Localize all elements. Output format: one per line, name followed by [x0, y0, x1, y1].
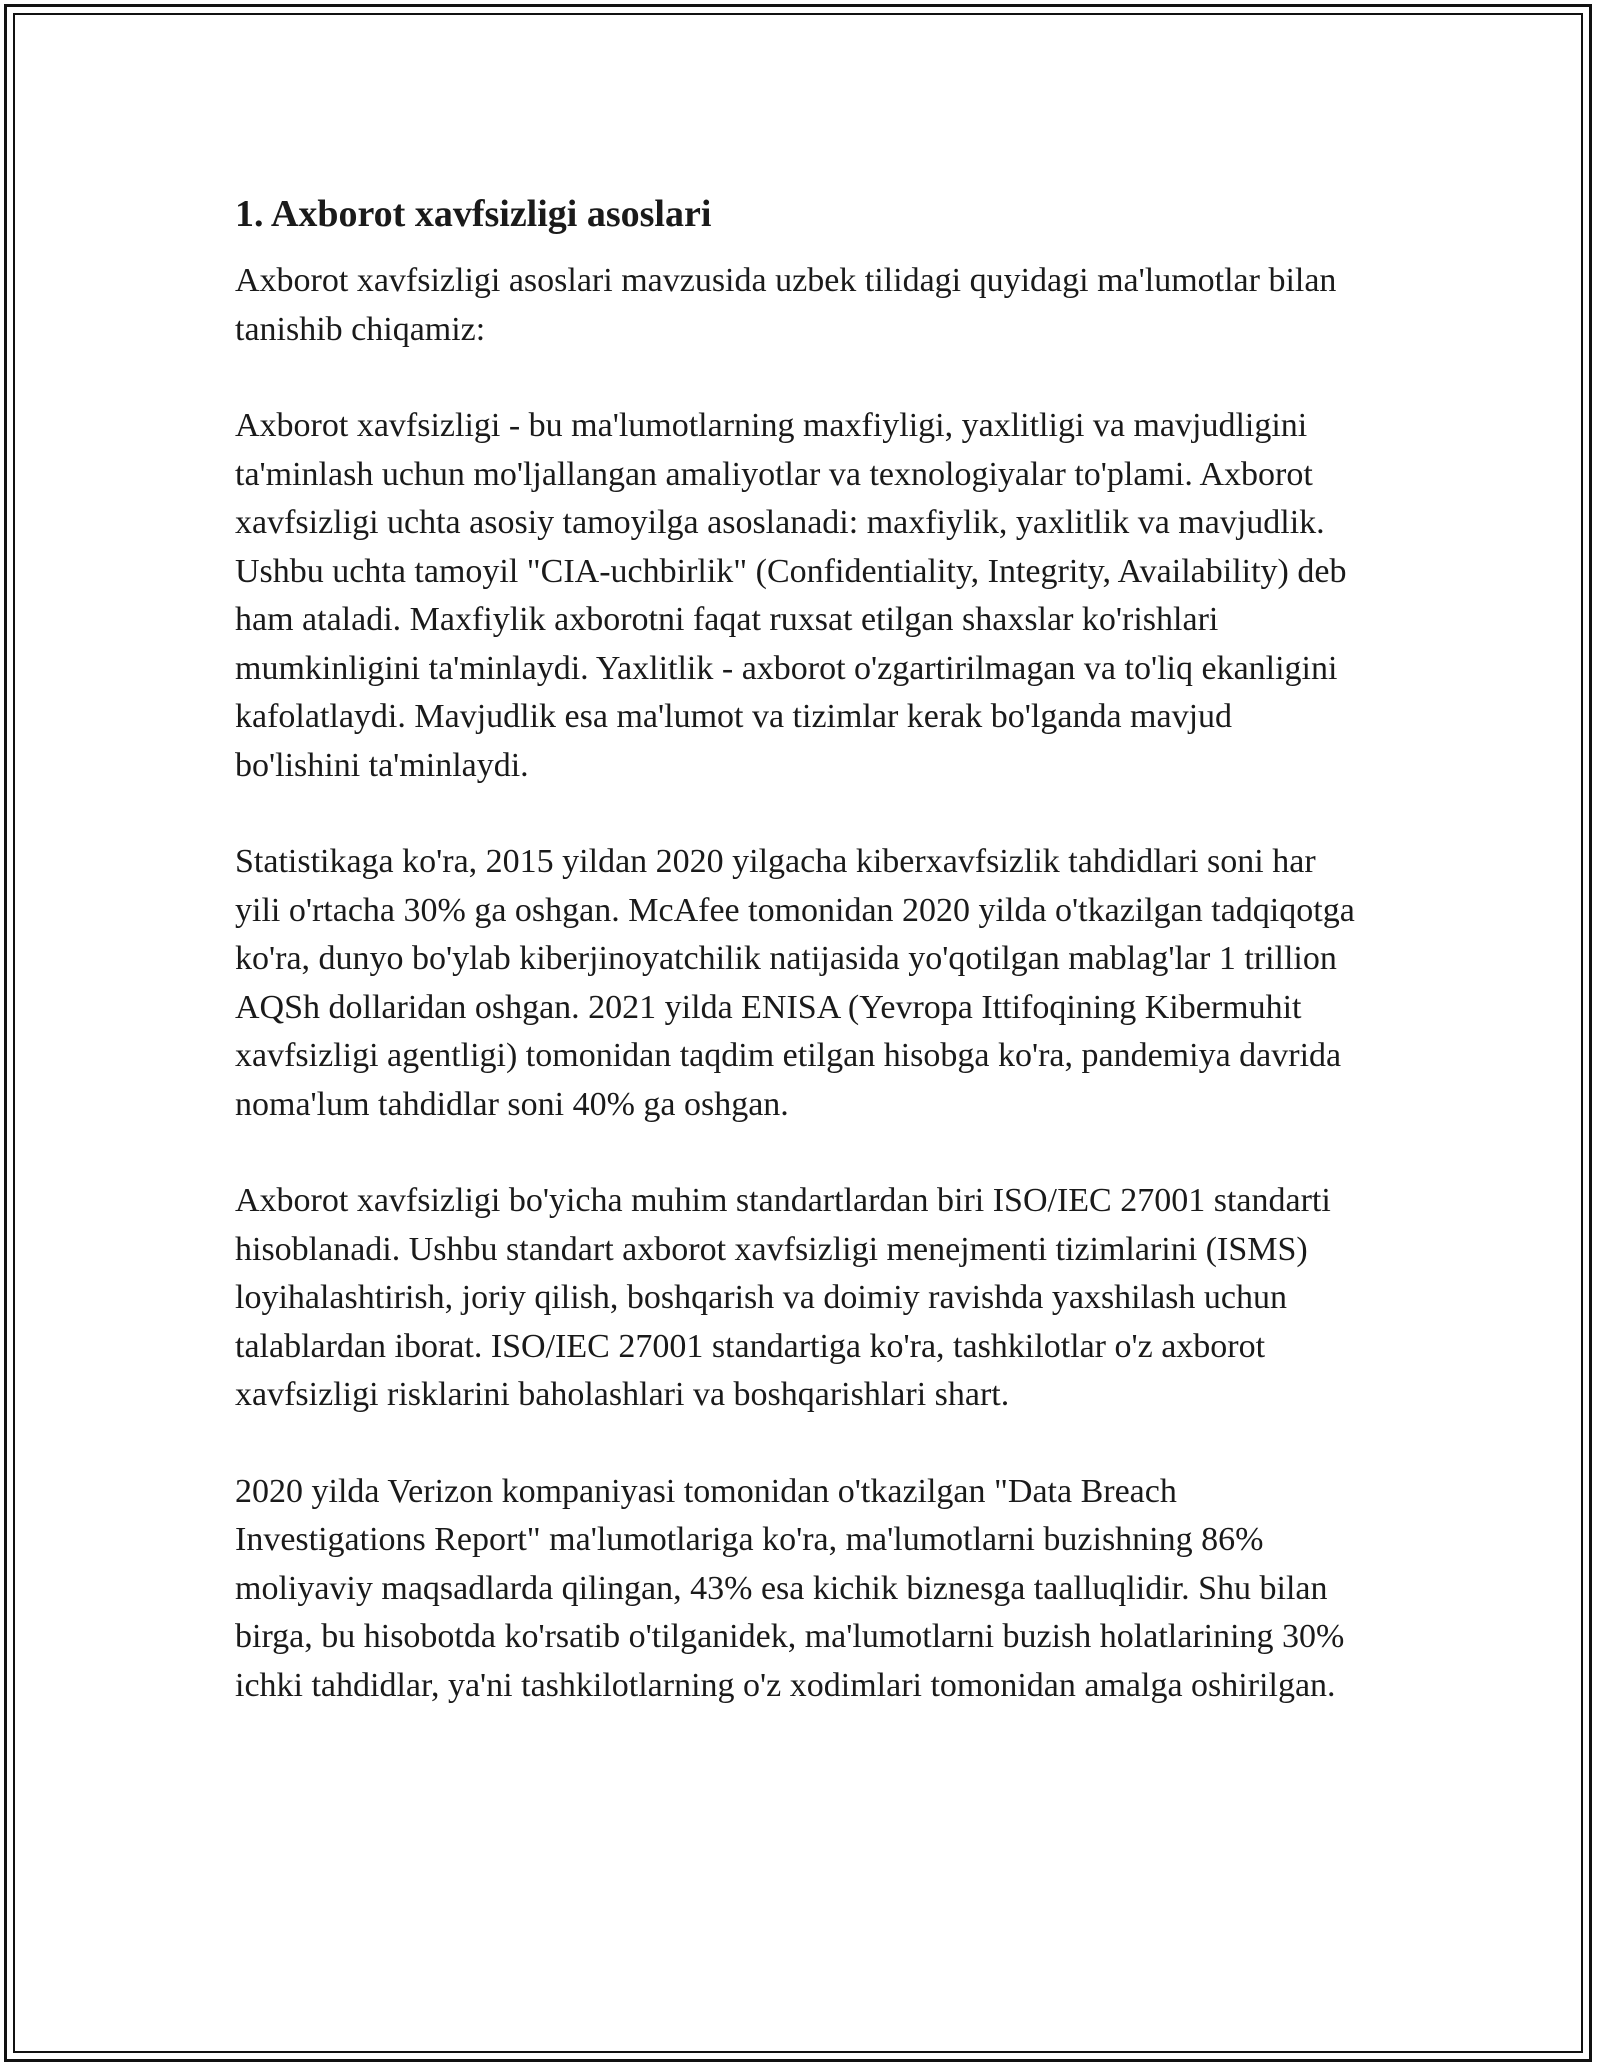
- page-title: 1. Axborot xavfsizligi asoslari: [235, 193, 712, 235]
- paragraph-verizon-report: 2020 yilda Verizon kompaniyasi tomonidan o'tkazilgan "Data Breach Investigations Report" ma'lumotlariga ko'ra, ma'lumotlarni buzishning 86% moliyaviy maqsadlarda qilingan, 43% esa kichik biznesga taalluqlidir. Shu bilan birga, bu hisobotda ko'rsatib o'tilganidek, ma'lumotlarni buzish holatlarining 30% ichki tahdidlar, ya'ni tashkilotlarning o'z xodimlari tomonidan amalga oshirilgan.: [235, 1472, 1345, 1704]
- paragraph-intro: Axborot xavfsizligi asoslari mavzusida uzbek tilidagi quyidagi ma'lumotlar bilan tanishib chiqamiz:: [235, 262, 1337, 348]
- paragraph-statistics: Statistikaga ko'ra, 2015 yildan 2020 yilgacha kiberxavfsizlik tahdidlari soni har yili o'rtacha 30% ga oshgan. McAfee tomonidan 2020 yilda o'tkazilgan tadqiqotga ko'ra, dunyo bo'ylab kiberjinoyatchilik natijasida yo'qotilgan mablag'lar 1 trillion AQSh dollaridan oshgan. 2021 yilda ENISA (Yevropa Ittifoqining Kibermuhit xavfsizligi agentligi) tomonidan taqdim etilgan hisobga ko'ra, pandemiya davrida noma'lum tahdidlar soni 40% ga oshgan.: [235, 843, 1355, 1123]
- paragraph-iso-standard: Axborot xavfsizligi bo'yicha muhim standartlardan biri ISO/IEC 27001 standarti hisoblanadi. Ushbu standart axborot xavfsizligi menejmenti tizimlarini (ISMS) loyihalashtirish, joriy qilish, boshqarish va doimiy ravishda yaxshilash uchun talablardan iborat. ISO/IEC 27001 standartiga ko'ra, tashkilotlar o'z axborot xavfsizligi risklarini baholashlari va boshqarishlari shart.: [235, 1182, 1331, 1413]
- paragraph-definition: Axborot xavfsizligi - bu ma'lumotlarning maxfiyligi, yaxlitligi va mavjudligini ta'minlash uchun mo'ljallangan amaliyotlar va texnologiyalar to'plami. Axborot xavfsizligi uchta asosiy tamoyilga asoslanadi: maxfiylik, yaxlitlik va mavjudlik. Ushbu uchta tamoyil "CIA-uchbirlik" (Confidentiality, Integrity, Availability) deb ham ataladi. Maxfiylik axborotni faqat ruxsat etilgan shaxslar ko'rishlari mumkinligini ta'minlaydi. Yaxlitlik - axborot o'zgartirilmagan va to'liq ekanligini kafolatlaydi. Mavjudlik esa ma'lumot va tizimlar kerak bo'lganda mavjud bo'lishini ta'minlaydi.: [235, 407, 1347, 784]
- document-body: [235, 185, 1365, 1758]
